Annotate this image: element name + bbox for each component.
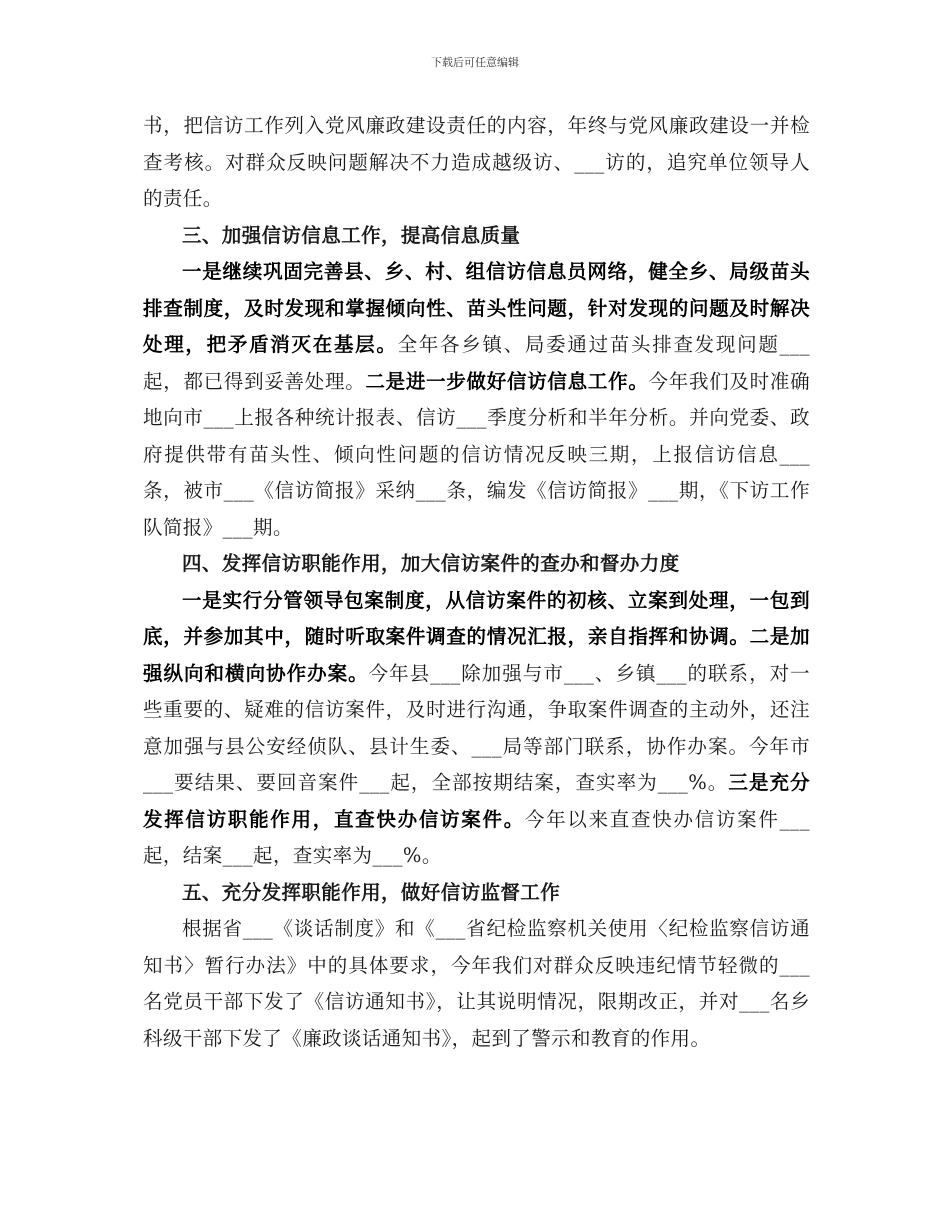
body-text: 今年以来直查快办信访案件___起，结案___起，查实率为___%。	[143, 807, 810, 867]
paragraph-section-5: 根据省___《谈话制度》和《___省纪检监察机关使用〈纪检监察信访通知书〉暂行办法》中的具体要求，今年我们对群众反映违纪情节轻微的___名党员干部下发了《信访通知书》，让其说明情况，限期改正，并对___名乡科级干部下发了《廉政谈话通知书》，起到了警示和教育的作用。	[143, 917, 810, 1050]
bold-phrase: 一是继续巩固完善县、乡、村、组信访信息员网络，健全乡、局级苗头排查制度，及时发现和掌握倾向性、苗头性问题，针对发现的问题及时解决处理，把矛盾消灭在基层。	[143, 260, 810, 356]
body-text: 今年县___除加强与市___、乡镇___的联系，对一些重要的、疑难的信访案件，及时进行沟通，争取案件调查的主动外，还注意加强与县公安经侦队、县计生委、___局等部门联系，协作办案。今年市___要结果、要回音案件___起，全部按期结案，查实率为___%。	[143, 661, 810, 794]
bold-phrase: 一是实行分管领导包案制度，从信访案件的初核、立案到处理，一包到底，并参加其中，随时听取案件调查的情况汇报，亲自指挥和协调。二是加强纵向和横向协作办案。	[143, 588, 810, 685]
page-header: 下载后可任意编辑	[431, 56, 519, 69]
paragraph-continuation: 书，把信访工作列入党风廉政建设责任的内容，年终与党风廉政建设一并检查考核。对群众反映问题解决不力造成越级访、___访的，追究单位领导人的责任。	[143, 114, 810, 210]
section-heading-4: 四、发挥信访职能作用，加大信访案件的查办和督办力度	[182, 552, 680, 575]
body-text: 全年各乡镇、局委通过苗头排查发现问题___起，都已得到妥善处理。	[143, 333, 810, 393]
paragraph-section-3	[143, 254, 810, 546]
section-heading-3: 三、加强信访信息工作，提高信息质量	[182, 223, 521, 247]
paragraph-section-4	[143, 583, 810, 875]
bold-phrase: 二是进一步做好信访信息工作。	[365, 369, 649, 393]
document-body	[143, 108, 810, 1057]
body-text: 今年我们及时准确地向市___上报各种统计报表、信访___季度分析和半年分析。并向党委、政府提供带有苗头性、倾向性问题的信访情况反映三期，上报信访信息___条，被市___《信访简报》采纳___条，编发《信访简报》___期，《下访工作队简报》___期。	[143, 369, 810, 539]
section-heading-5: 五、充分发挥职能作用，做好信访监督工作	[182, 880, 561, 904]
bold-phrase: 三是充分发挥信访职能作用，直查快办信访案件。	[143, 771, 810, 831]
